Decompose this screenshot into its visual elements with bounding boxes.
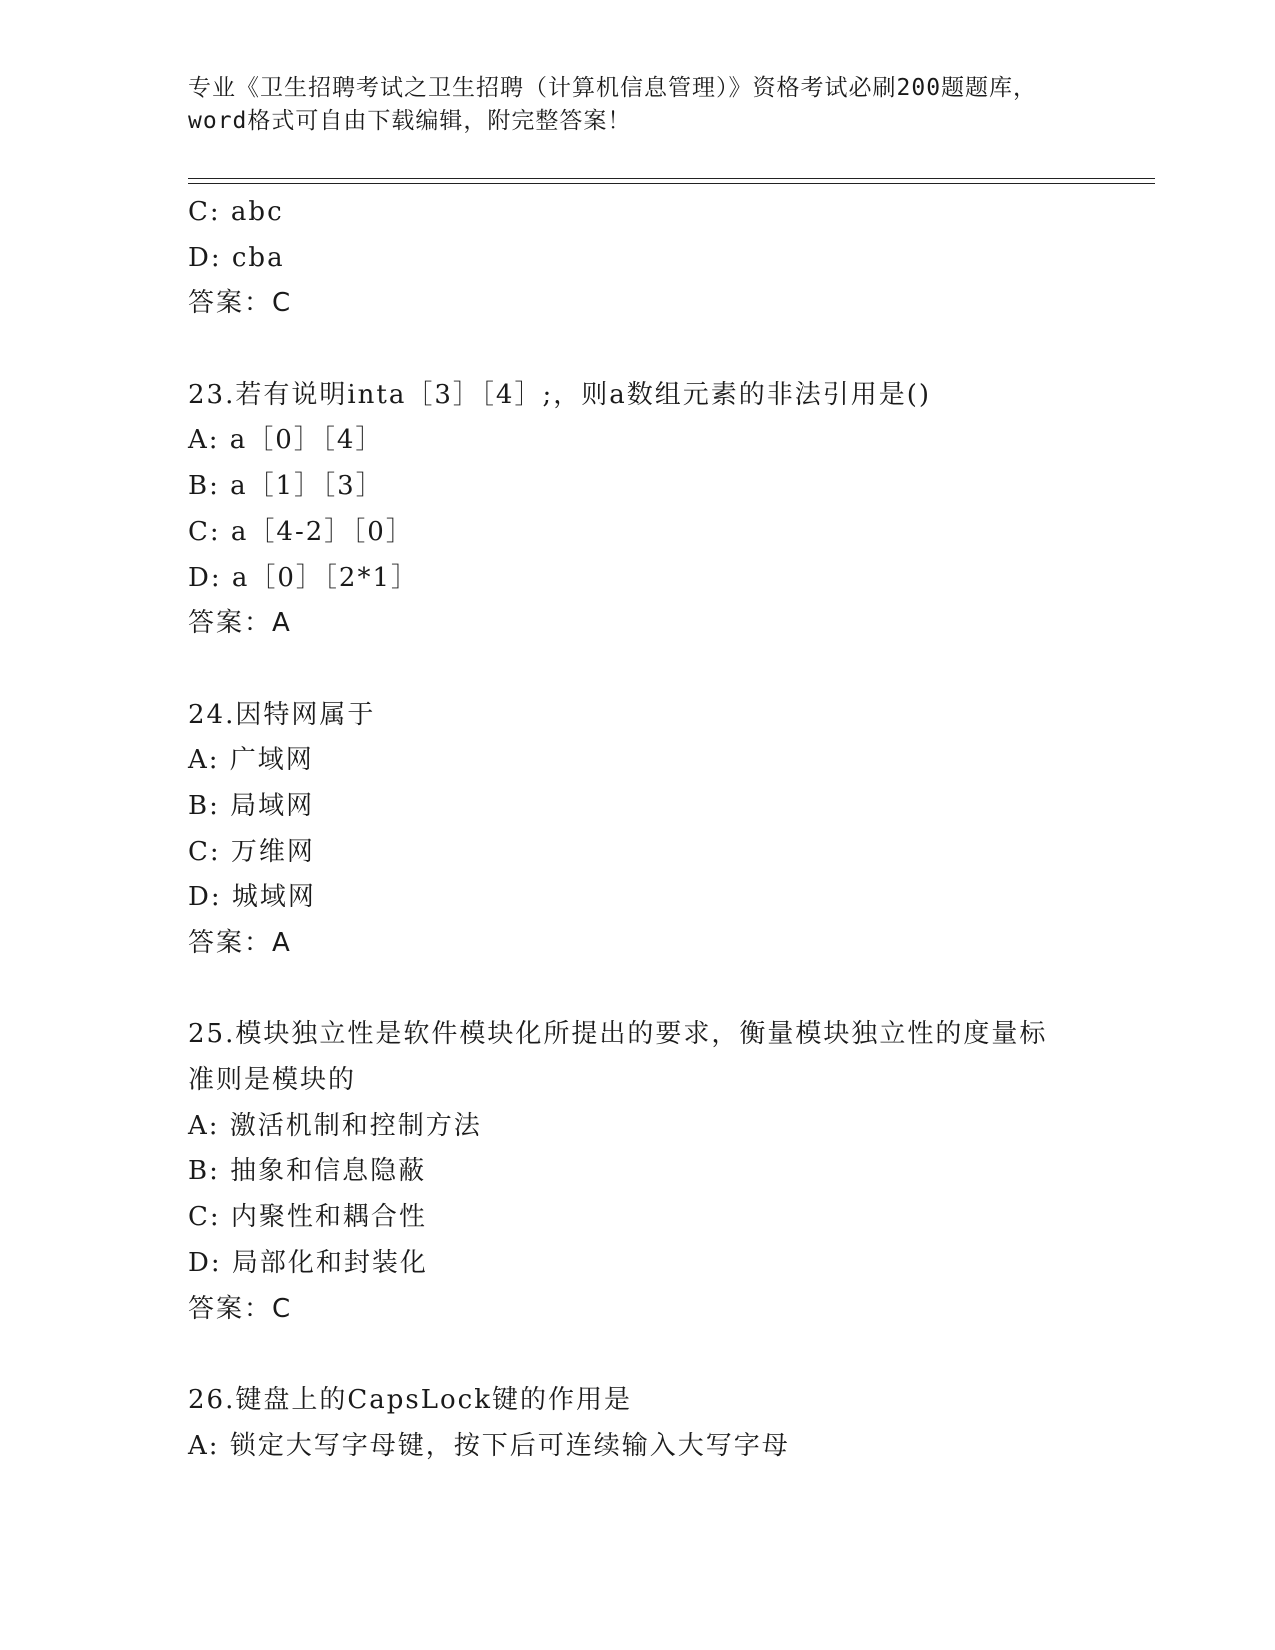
question-content (188, 190, 1138, 1469)
question-stem: 24.因特网属于 (188, 699, 376, 730)
option-c: C: 万维网 (188, 836, 315, 867)
option-a: A: 激活机制和控制方法 (188, 1110, 482, 1141)
option-c: C: 内聚性和耦合性 (188, 1202, 427, 1233)
document-header (188, 72, 1088, 138)
option-a: A: 锁定大写字母键，按下后可连续输入大写字母 (188, 1430, 790, 1461)
question-stem: 25.模块独立性是软件模块化所提出的要求，衡量模块独立性的度量标 (188, 1019, 1048, 1050)
answer-label: 答案：C (188, 1293, 293, 1324)
question-stem: 23.若有说明inta［3］［4］;，则a数组元素的非法引用是() (188, 379, 931, 410)
option-d: D: cba (188, 242, 285, 273)
header-divider-bottom (188, 183, 1155, 184)
option-a: A: 广域网 (188, 745, 314, 776)
answer-label: 答案：A (188, 608, 292, 639)
option-b: B: a［1］［3］ (188, 471, 384, 502)
header-line-1: 专业《卫生招聘考试之卫生招聘（计算机信息管理）》资格考试必刷200题题库， (188, 75, 1038, 101)
option-c: C: a［4-2］［0］ (188, 516, 414, 547)
option-d: D: a［0］［2*1］ (188, 562, 419, 593)
question-stem-continued: 准则是模块的 (188, 1065, 357, 1096)
option-a: A: a［0］［4］ (188, 425, 384, 456)
header-line-2: word格式可自由下载编辑，附完整答案！ (188, 108, 632, 134)
answer-label: 答案：C (188, 288, 293, 319)
answer-label: 答案：A (188, 928, 292, 958)
option-b: B: 抽象和信息隐蔽 (188, 1156, 427, 1187)
option-c: C: abc (188, 197, 284, 227)
option-d: D: 局部化和封装化 (188, 1247, 428, 1278)
header-divider-top (188, 178, 1155, 179)
option-b: B: 局域网 (188, 790, 315, 821)
option-d: D: 城域网 (188, 882, 316, 913)
question-stem: 26.键盘上的CapsLock键的作用是 (188, 1384, 632, 1415)
